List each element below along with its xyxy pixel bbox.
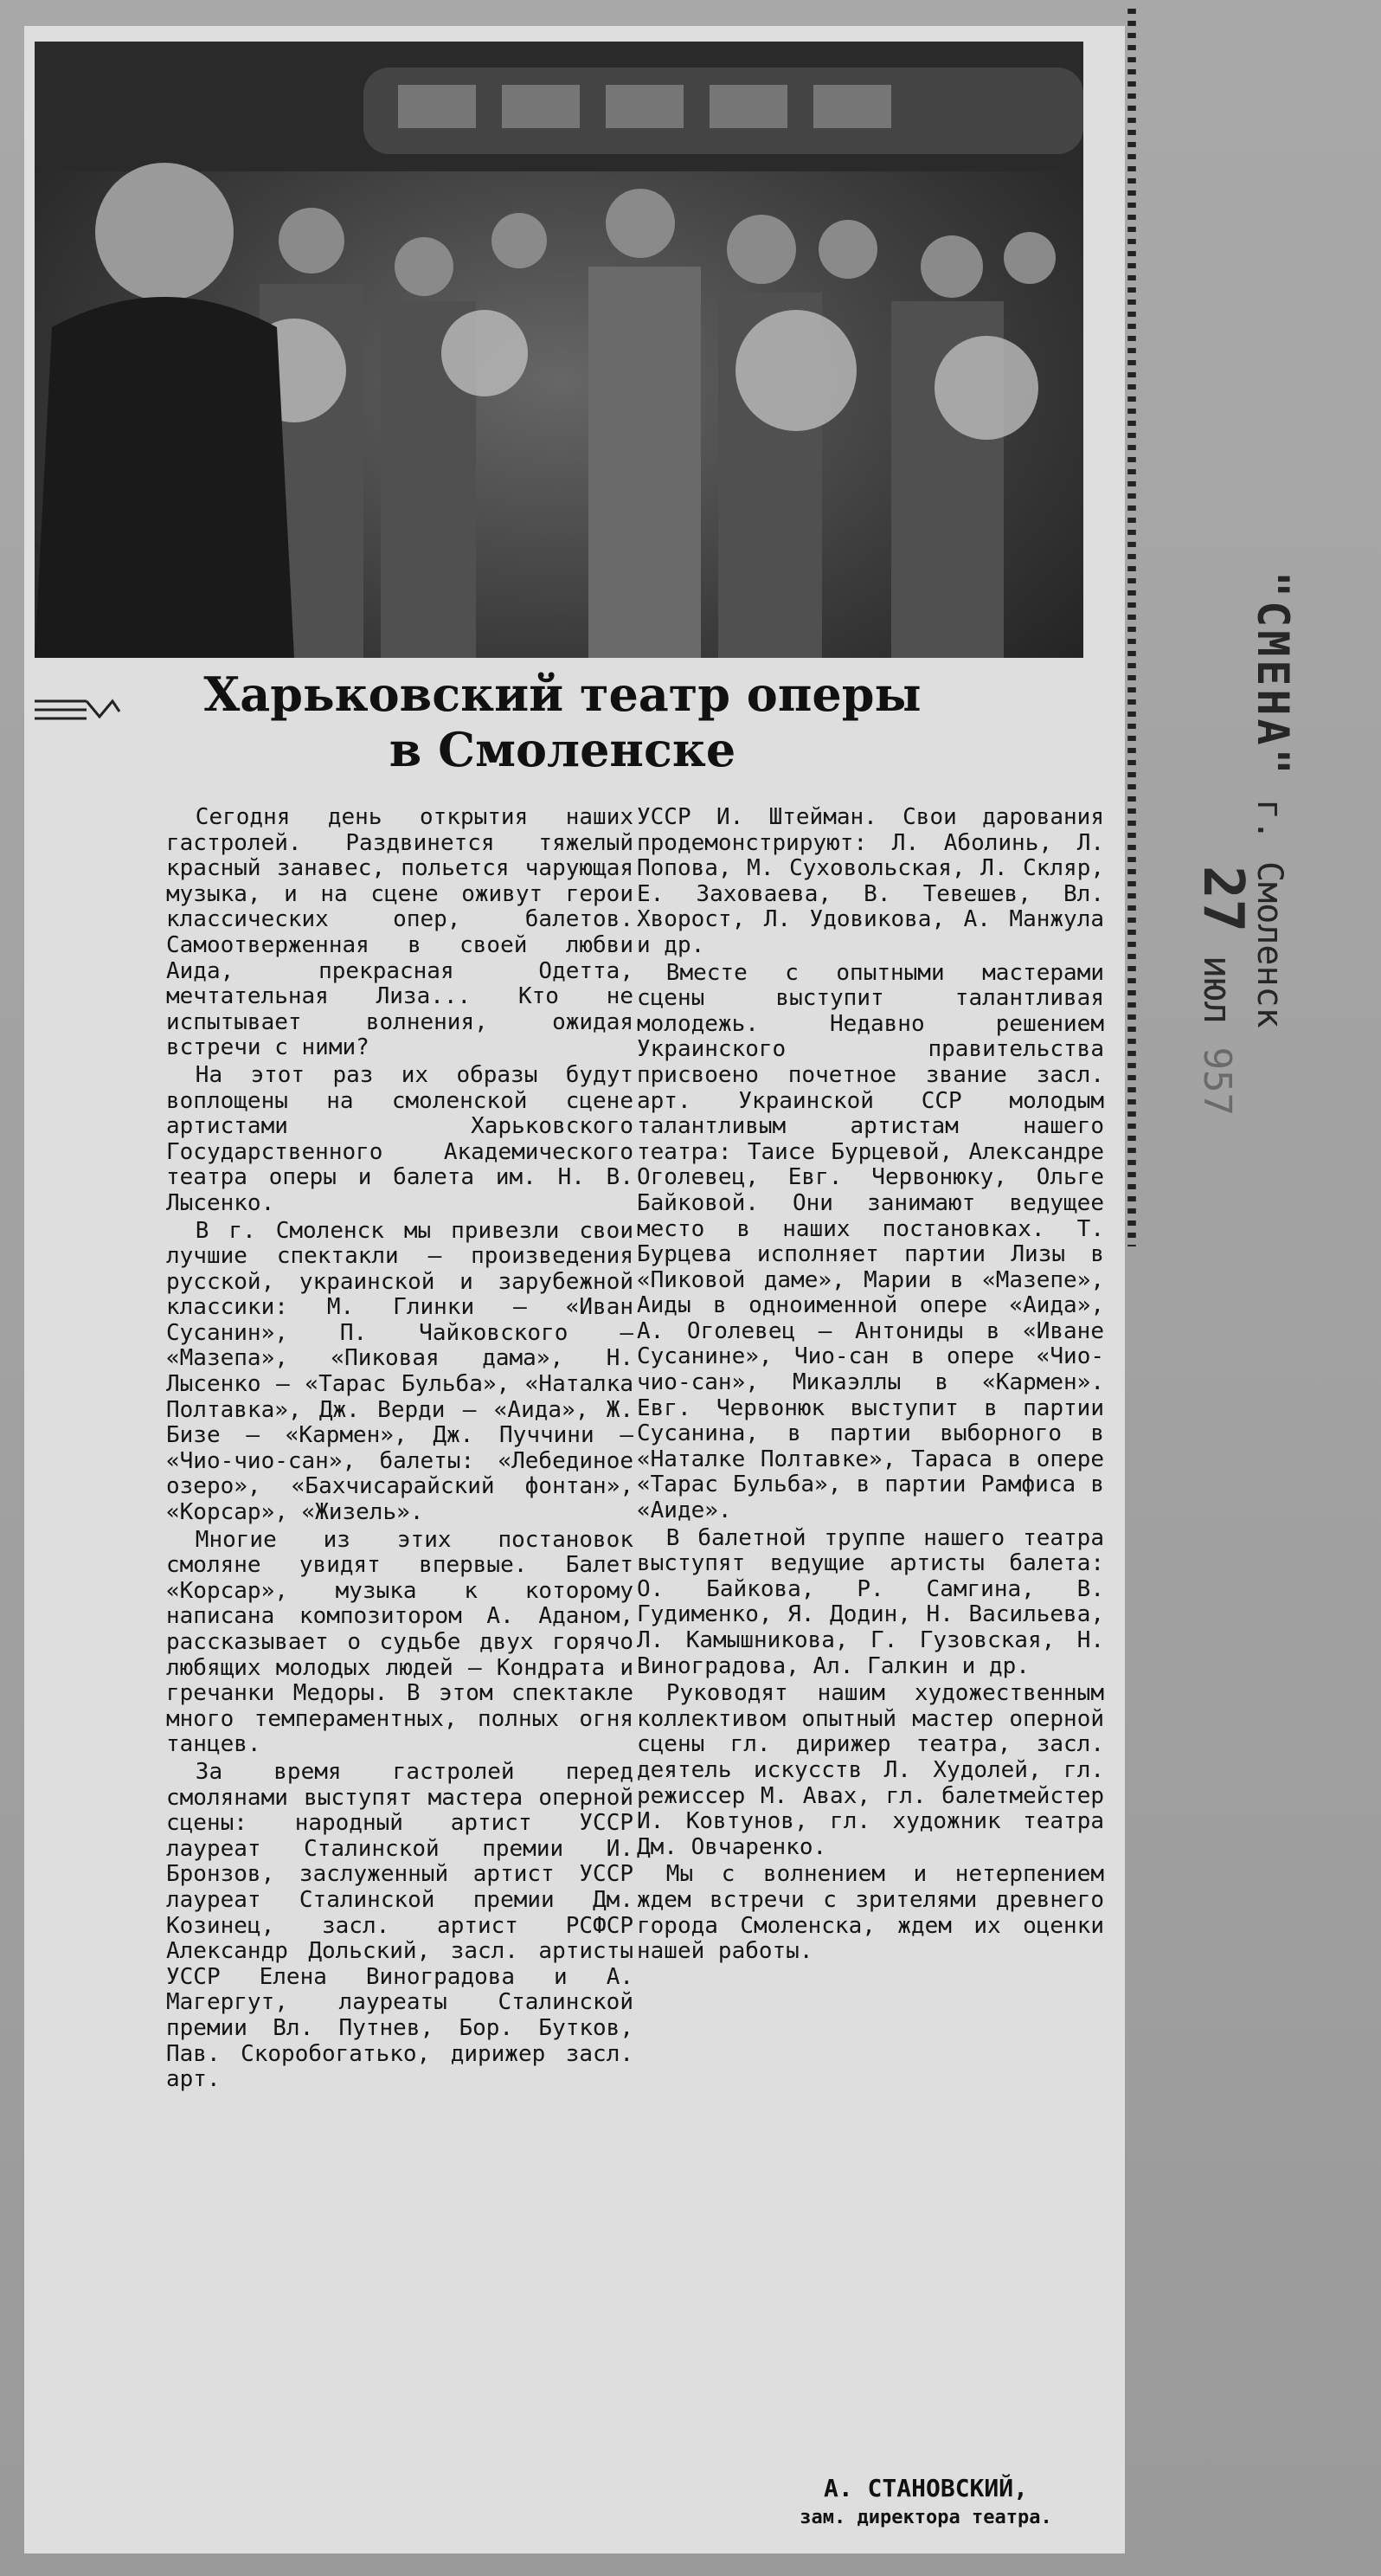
newspaper-name: "СМЕНА" [1248, 571, 1298, 778]
paragraph: На этот раз их образы будут воплощены на смоленской сцене артистами Харьковского Государственного Академического театра оперы и балета им. Н. В. Лысенко. [166, 1061, 633, 1216]
headline [130, 667, 995, 777]
headline-ornament [35, 692, 121, 727]
paragraph: За время гастролей перед смолянами выступят мастера оперной сцены: народный артист УССР лауреат Сталинской премии И. Бронзов, заслуженный артист УССР лауреат Сталинской премии Дм. Козинец, засл. артист РСФСР Александр Дольский, засл. артисты УССР Елена Виноградова и А. Магергут, лауреаты Сталинской премии Вл. Путнев, Бор. Бутков, Пав. Скоробогатько, дирижер засл. арт. [166, 1758, 633, 2093]
date-year: 957 [1195, 1046, 1239, 1117]
headline-line-1: Харьковский театр оперы [203, 667, 922, 722]
newspaper-stamp [1248, 571, 1298, 1028]
paragraph: УССР И. Штейман. Свои дарования продемонстрируют: Л. Аболинь, Л. Попова, М. Суховольская, Л. Скляр, Е. Заховаева, В. Тевешев, Вл. Хворост, Л. Удовикова, А. Манжула и др. [637, 804, 1104, 958]
paragraph: В г. Смоленск мы привезли свои лучшие спектакли — произведения русской, украинской и зарубежной классики: М. Глинки — «Иван Сусанин», П. Чайковского — «Мазепа», «Пиковая дама», Н. Лысенко — «Тарас Бульба», «Наталка Полтавка», Дж. Верди — «Аида», Ж. Бизе — «Кармен», Дж. Пуччини — «Чио-чио-сан», балеты: «Лебединое озеро», «Бахчисарайский фонтан», «Корсар», «Жизель». [166, 1217, 633, 1526]
author-title: зам. директора театра. [800, 2507, 1052, 2528]
date-month: июл [1195, 955, 1239, 1025]
headline-line-2: в Смоленске [389, 722, 736, 777]
article-column-1 [166, 805, 633, 2095]
newspaper-city: г. Смоленск [1249, 798, 1289, 1028]
article-signature [761, 2474, 1090, 2533]
paragraph: Вместе с опытными мастерами сцены выступит талантливая молодежь. Недавно решением Украинского правительства присвоено почетное звание засл. арт. Украинской ССР молодым талантливым артистам нашего театра: Таисе Бурцевой, Александре Оголевец, Евг. Червонюку, Ольге Байковой. Они занимают ведущее место в наших постановках. Т. Бурцева исполняет партии Лизы в «Пиковой даме», Марии в «Мазепе», Аиды в одноименной опере «Аида», А. Оголевец — Антониды в «Иване Сусанине», Чио-сан в опере «Чио-чио-сан», Микаэллы в «Кармен». Евг. Червонюк выступит в партии Сусанина, в партии выборного в «Наталке Полтавке», Тараса в опере «Тарас Бульба», в партии Рамфиса в «Аиде». [637, 959, 1104, 1524]
date-stamp [1191, 866, 1255, 1116]
paragraph: Многие из этих постановок смоляне увидят впервые. Балет «Корсар», музыка к которому написана композитором А. Аданом, рассказывает о судьбе двух горячо любящих молодых людей — Кондрата и гречанки Медоры. В этом спектакле много темпераментных, полных огня танцев. [166, 1526, 633, 1758]
paragraph: Руководят нашим художественным коллективом опытный мастер оперной сцены гл. дирижер театра, засл. деятель искусств Л. Худолей, гл. режиссер М. Авах, гл. балетмейстер И. Ковтунов, гл. художник театра Дм. Овчаренко. [637, 1680, 1104, 1860]
article-photo [35, 42, 1083, 658]
photo-of-troupe-at-station-icon [35, 42, 1083, 658]
date-day: 27 [1191, 866, 1255, 933]
author-name: А. СТАНОВСКИЙ, [823, 2474, 1028, 2502]
paragraph: В балетной труппе нашего театра выступят ведущие артисты балета: О. Байкова, Р. Самгина, В. Гудименко, Я. Додин, Н. Васильева, Л. Камышникова, Г. Гузовская, Н. Виноградова, Ал. Галкин и др. [637, 1524, 1104, 1679]
paragraph: Мы с волнением и нетерпением ждем встречи с зрителями древнего города Смоленска, ждем их оценки нашей работы. [637, 1861, 1104, 1965]
article-column-2 [637, 805, 1104, 1967]
paragraph: Сегодня день открытия наших гастролей. Раздвинется тяжелый красный занавес, польется чарующая музыка, и на сцене оживут герои классических опер, балетов. Самоотверженная в своей любви Аида, прекрасная Одетта, мечтательная Лиза... Кто не испытывает волнения, ожидая встречи с ними? [166, 804, 633, 1061]
